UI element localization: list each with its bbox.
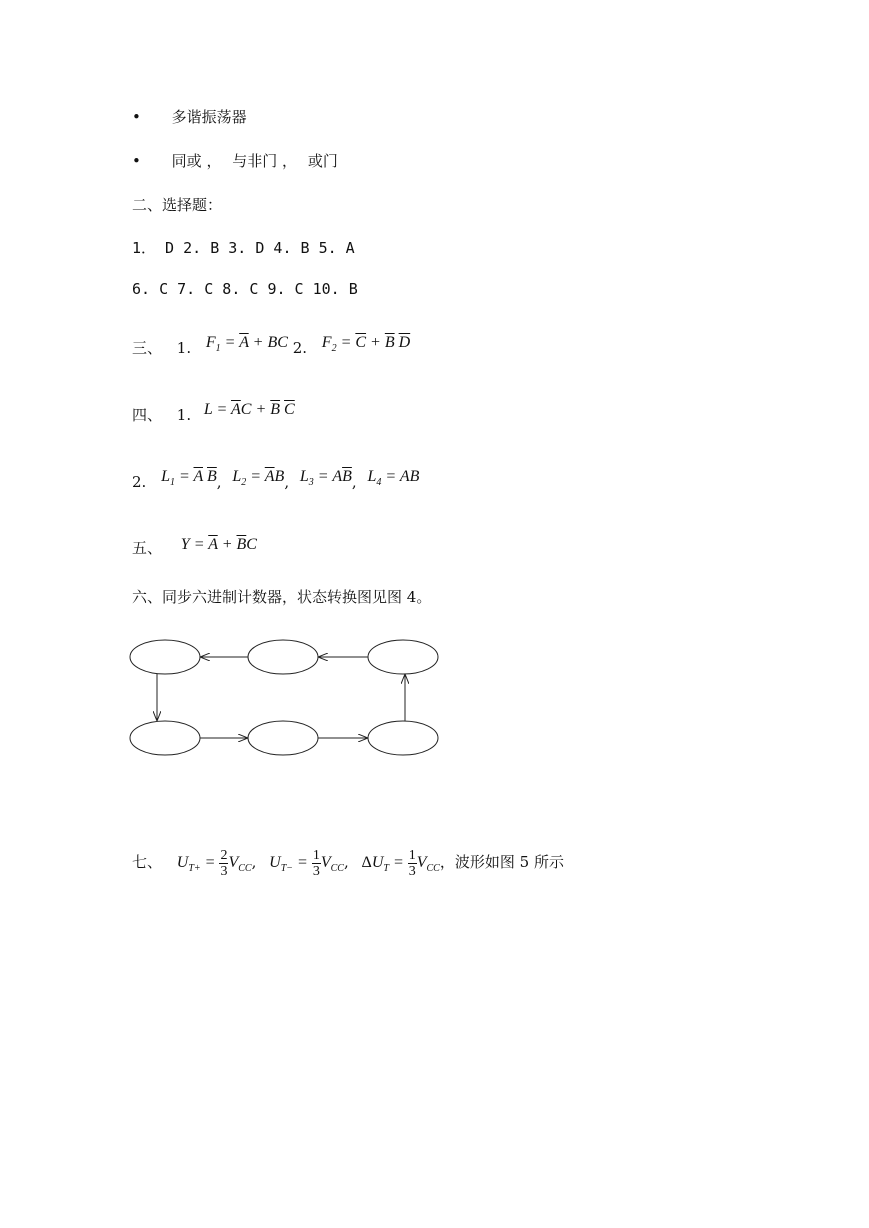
section-4-item-2 xyxy=(132,468,420,494)
formula-ut-plus: $U_{T+}$ = $\frac{2}{3}$ $V_{CC}$ xyxy=(176,847,252,879)
state-node-010 xyxy=(248,721,318,755)
tail-text: ，波形如图 5 所示 xyxy=(439,853,564,871)
section-4 xyxy=(132,401,295,425)
item-number: 2. xyxy=(132,473,147,491)
bullet-marker: • xyxy=(132,108,141,126)
formula-l: $L = \overline{A}C + \overline{B}$ $\overline{C}$ xyxy=(203,401,295,418)
formula-f1: $F_1 = \overline{A}$ + BC xyxy=(205,334,288,355)
state-node-100 xyxy=(368,640,438,674)
separator: ， xyxy=(206,152,222,170)
formula-l4: $L_4$ = AB xyxy=(367,468,420,489)
answer-text: 多谐振荡器 xyxy=(171,108,247,126)
section-heading-choice: 二、选择题： xyxy=(132,196,223,214)
state-node-000 xyxy=(130,640,200,674)
comma: , xyxy=(284,473,290,491)
comma: , xyxy=(216,473,222,491)
item-number: 2. xyxy=(292,339,308,357)
section-7 xyxy=(132,842,564,882)
answer-text: 同或 xyxy=(171,152,202,170)
state-node-101 xyxy=(248,640,318,674)
choice-answers-1: 1． D 2. B 3. D 4. B 5. A xyxy=(132,239,355,257)
formula-l2: $L_2 = \overline{A}B$ xyxy=(232,468,285,489)
item-number: 1. xyxy=(176,406,192,424)
item-number: 1. xyxy=(176,339,192,357)
section-label: 三、 xyxy=(132,339,163,357)
separator: ， xyxy=(282,152,298,170)
section-5 xyxy=(132,537,257,558)
choice-answers-2: 6. C 7. C 8. C 9. C 10. B xyxy=(132,280,358,298)
formula-l3: $L_3 = A\overline{B}$ xyxy=(299,468,352,489)
state-node-001 xyxy=(130,721,200,755)
formula-l1: $L_1 = \overline{A}$ $\overline{B}$ xyxy=(161,468,217,489)
section-label: 五、 xyxy=(132,539,163,557)
comma: , xyxy=(251,853,257,871)
formula-y: $Y = \overline{A} + \overline{B}C$ xyxy=(180,536,257,553)
comma: , xyxy=(351,473,357,491)
bullet-line-2 xyxy=(132,150,338,171)
formula-f2: $F_2 = \overline{C} + \overline{B}$ $\overline{D}$ xyxy=(321,334,411,355)
section-3 xyxy=(132,334,411,360)
bullet-line-1 xyxy=(132,106,247,127)
section-label: 四、 xyxy=(132,406,163,424)
section-6-text: 六、同步六进制计数器，状态转换图见图 4。 xyxy=(132,588,432,606)
section-label: 七、 xyxy=(132,853,163,871)
comma: , xyxy=(343,853,349,871)
answer-text: 与非门 xyxy=(232,152,278,170)
formula-delta-ut: $\Delta U_T$ = $\frac{1}{3}$ $V_{CC}$ xyxy=(361,847,440,879)
bullet-marker: • xyxy=(132,152,141,170)
state-node-011 xyxy=(368,721,438,755)
answer-text: 或门 xyxy=(307,152,338,170)
formula-ut-minus: $U_{T-}$ = $\frac{1}{3}$ $V_{CC}$ xyxy=(269,847,344,879)
state-transition-diagram xyxy=(120,630,450,760)
